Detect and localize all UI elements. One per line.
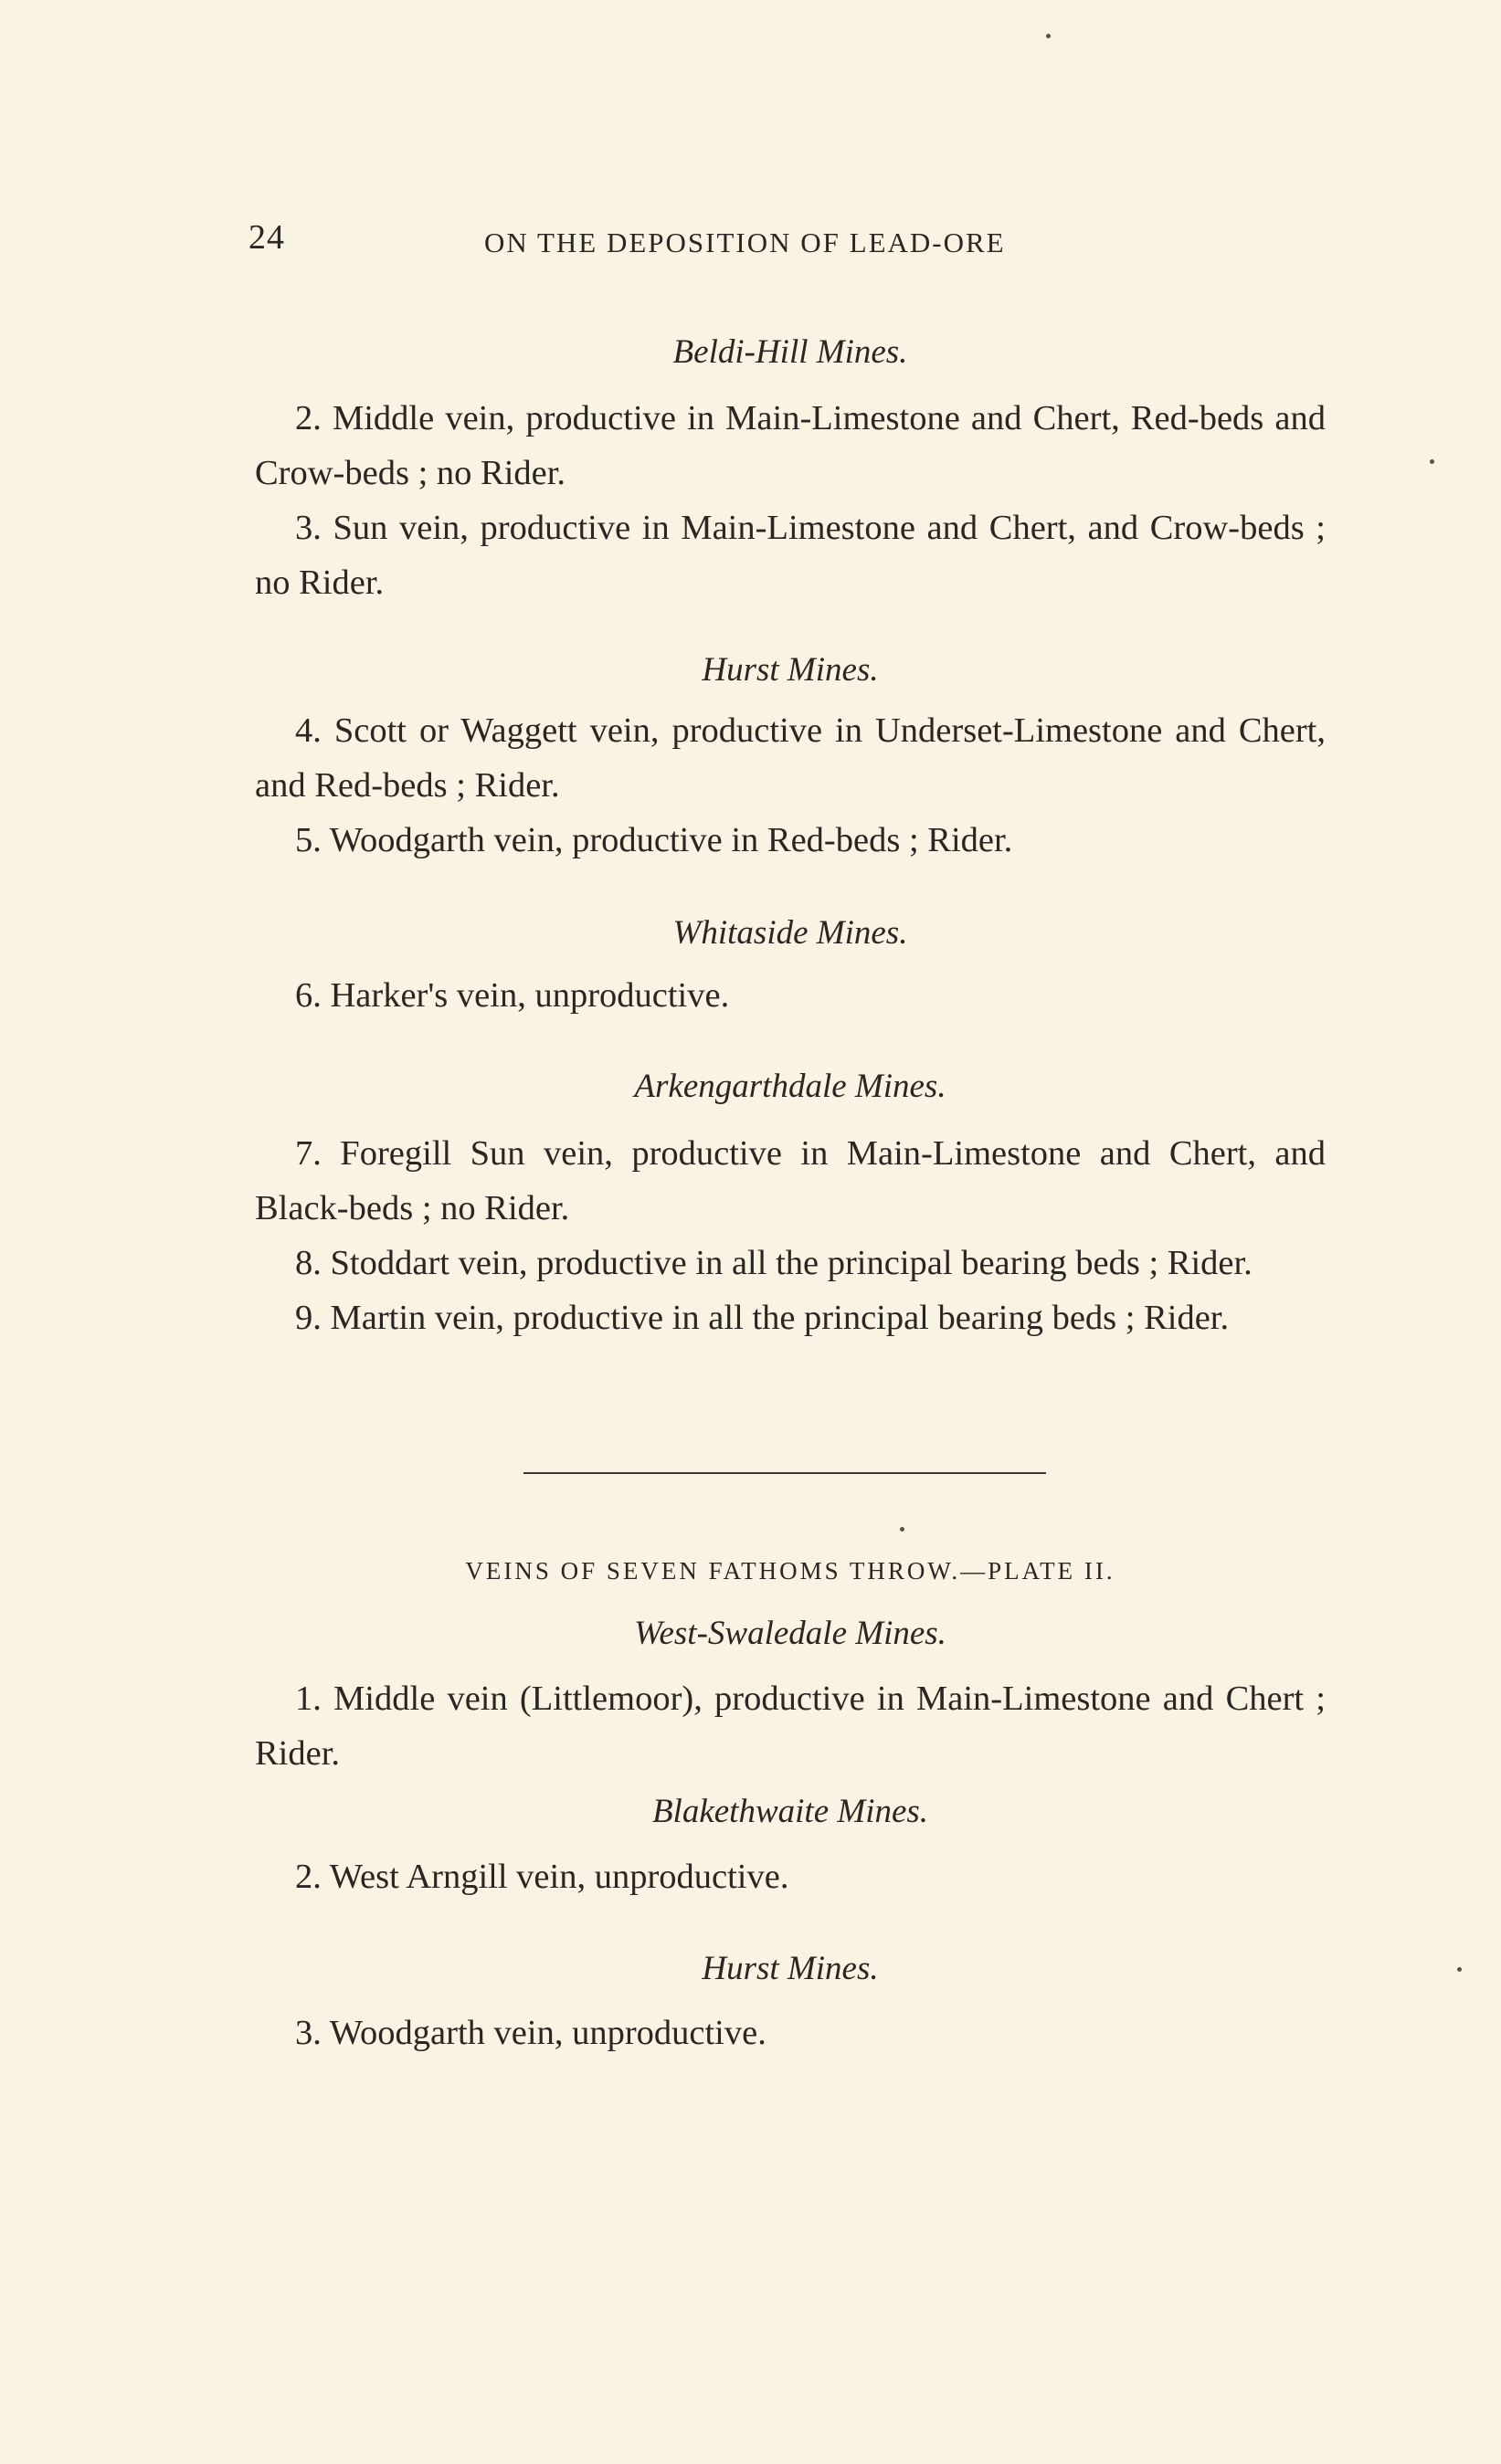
- list-item: 2. West Arngill vein, unproductive.: [295, 1858, 789, 1896]
- group-entries: [255, 1126, 1326, 1345]
- section-divider: [523, 1472, 1046, 1474]
- group-entries: [255, 391, 1326, 610]
- group-heading: Hurst Mines.: [702, 651, 879, 689]
- list-item: 8. Stoddart vein, productive in all the principal bearing beds ; Rider.: [295, 1244, 1253, 1282]
- group-entries: [255, 1671, 1326, 1781]
- list-item: 1. Middle vein (Littlemoor), productive in Main-Limestone and Chert ; Rider.: [255, 1680, 1326, 1773]
- group-entries: [255, 968, 1326, 1023]
- paper-speck: [900, 1527, 904, 1532]
- list-item: 5. Woodgarth vein, productive in Red-beds ; Rider.: [295, 821, 1013, 859]
- group-heading: Blakethwaite Mines.: [651, 1793, 929, 1830]
- group-heading: Arkengarthdale Mines.: [634, 1068, 946, 1105]
- group-heading: Beldi-Hill Mines.: [672, 333, 908, 371]
- list-item: 7. Foregill Sun vein, productive in Main-Limestone and Chert, and Black-beds ; no Rider.: [255, 1134, 1326, 1227]
- paper-speck: [1430, 459, 1434, 464]
- running-head: ON THE DEPOSITION OF LEAD-ORE: [484, 226, 1006, 258]
- group-heading: Whitaside Mines.: [672, 914, 908, 952]
- group-heading: Hurst Mines.: [702, 1950, 879, 1987]
- paper-speck: [1457, 1967, 1462, 1972]
- group-entries: [255, 1849, 1326, 1904]
- page-number: 24: [248, 218, 285, 257]
- group-heading: West-Swaledale Mines.: [634, 1615, 946, 1652]
- section-title: VEINS OF SEVEN FATHOMS THROW.—PLATE II.: [465, 1557, 1115, 1585]
- list-item: 6. Harker's vein, unproductive.: [295, 976, 730, 1015]
- list-item: 3. Sun vein, productive in Main-Limestone and Chert, and Crow-beds ; no Rider.: [255, 509, 1326, 602]
- paper-speck: [1046, 34, 1051, 38]
- list-item: 9. Martin vein, productive in all the principal bearing beds ; Rider.: [295, 1299, 1230, 1337]
- group-entries: [255, 703, 1326, 868]
- list-item: 4. Scott or Waggett vein, productive in Underset-Limestone and Chert, and Red-beds ; Rider.: [255, 711, 1326, 805]
- list-item: 3. Woodgarth vein, unproductive.: [295, 2014, 766, 2052]
- list-item: 2. Middle vein, productive in Main-Limestone and Chert, Red-beds and Crow-beds ; no Rider.: [255, 399, 1326, 492]
- group-entries: [255, 2006, 1326, 2060]
